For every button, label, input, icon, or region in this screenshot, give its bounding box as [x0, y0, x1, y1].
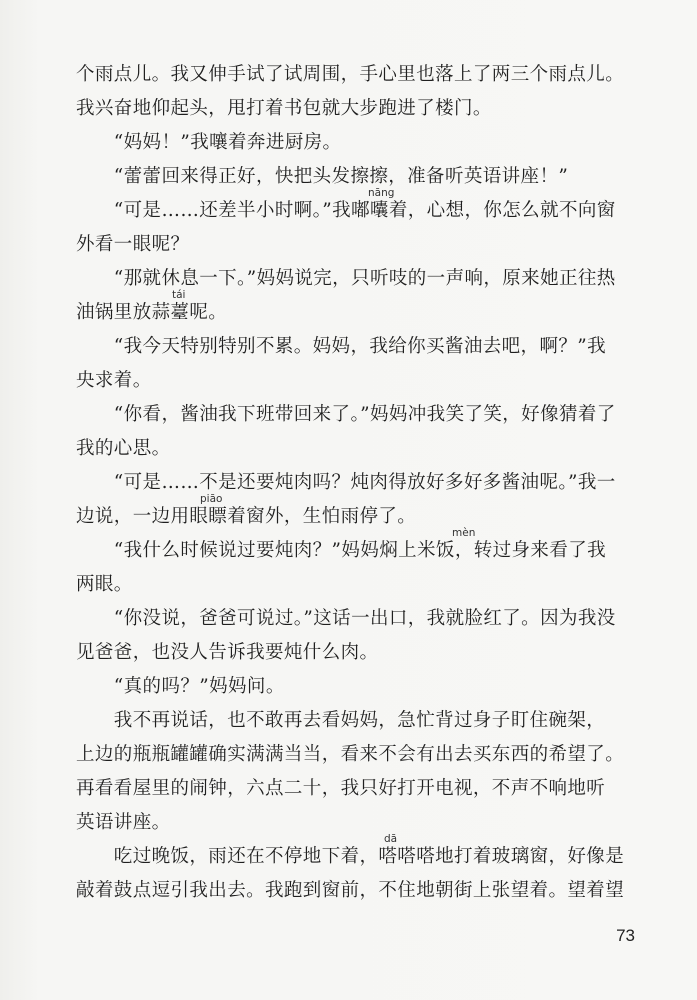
text-line-7: “那就休息一下。”妈妈说完，只听吱的一声响，原来她正往热: [76, 268, 616, 289]
text-line-22: 再看看屋里的闹钟，六点二十，我只好打开电视，不声不响地听: [76, 778, 606, 799]
text-line-11: “你看，酱油我下班带回来了。”妈妈冲我笑了笑，好像猜着了: [76, 404, 616, 425]
text-line-5: “可是……还差半小时啊。”我嘟囔着，心想，你怎么就不向窗: [76, 200, 616, 221]
text-line-20: 我不再说话，也不敢再去看妈妈，急忙背过身子盯住碗架，: [76, 710, 606, 731]
pinyin-piao: piāo: [200, 493, 223, 505]
text-line-8: 油锅里放蒜薹呢。: [76, 302, 228, 323]
text-line-2: 我兴奋地仰起头，甩打着书包就大步跑进了楼门。: [76, 98, 492, 119]
text-line-18: 见爸爸，也没人告诉我要炖什么肉。: [76, 642, 379, 663]
text-line-14: 边说，一边用眼瞟着窗外，生怕雨停了。: [76, 506, 417, 527]
text-line-16: 两眼。: [76, 574, 133, 595]
text-line-9: “我今天特别特别不累。妈妈，我给你买酱油去吧，啊？”我: [76, 336, 607, 357]
text-line-19: “真的吗？”妈妈问。: [76, 676, 285, 697]
text-line-1: 个雨点儿。我又伸手试了试周围，手心里也落上了两三个雨点儿。: [76, 64, 625, 85]
text-line-17: “你没说，爸爸可说过。”这话一出口，我就脸红了。因为我没: [76, 608, 616, 629]
text-line-10: 央求着。: [76, 370, 152, 391]
text-line-25: 敲着鼓点逗引我出去。我跑到窗前，不住地朝街上张望着。望着望: [76, 880, 625, 901]
text-line-23: 英语讲座。: [76, 812, 171, 833]
pinyin-da: dā: [384, 833, 398, 845]
pinyin-tai: tái: [172, 289, 186, 301]
pinyin-nang: nāng: [368, 187, 395, 199]
pinyin-men: mèn: [452, 527, 476, 539]
text-line-3: “妈妈！”我嚷着奔进厨房。: [76, 132, 342, 153]
text-line-13: “可是……不是还要炖肉吗？炖肉得放好多好多酱油呢。”我一: [76, 472, 616, 493]
text-line-24: 吃过晚饭，雨还在不停地下着，嗒嗒嗒地打着玻璃窗，好像是: [76, 846, 625, 867]
text-line-6: 外看一眼呢？: [76, 234, 190, 255]
text-line-21: 上边的瓶瓶罐罐确实满满当当，看来不会有出去买东西的希望了。: [76, 744, 625, 765]
text-line-4: “蕾蕾回来得正好，快把头发擦擦，准备听英语讲座！”: [76, 166, 569, 187]
text-line-12: 我的心思。: [76, 438, 171, 459]
page-number: 73: [616, 926, 635, 945]
text-line-15: “我什么时候说过要炖肉？”妈妈焖上米饭，转过身来看了我: [76, 540, 607, 561]
